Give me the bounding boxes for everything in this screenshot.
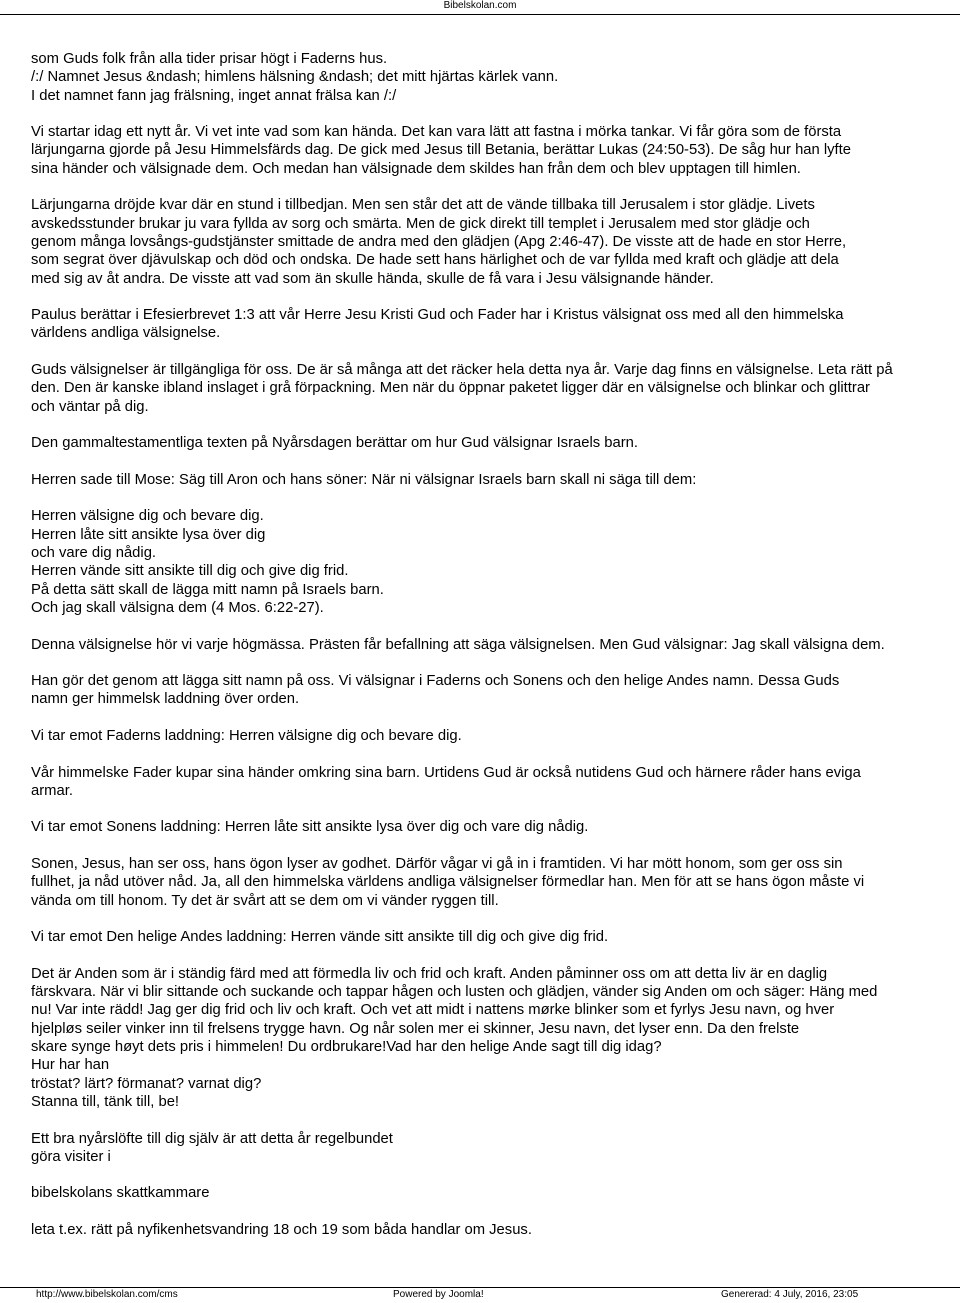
text-line: som segrat över djävulskap och död och ondska. De hade sett hans härlighet och de var fyllda med kraft och glädje att dela bbox=[31, 252, 839, 269]
text-line: namn ger himmelsk laddning över orden. bbox=[31, 691, 300, 708]
paragraph-gap bbox=[31, 105, 960, 123]
text-line: tröstat? lärt? förmanat? varnat dig? bbox=[31, 1075, 262, 1092]
text-line: Herren sade till Mose: Säg till Aron och hans söner: När ni välsignar Israels barn skall ni säga till dem: bbox=[31, 471, 697, 488]
footer-divider bbox=[0, 1287, 960, 1288]
paragraph-gap bbox=[31, 800, 960, 818]
paragraph-gap bbox=[31, 709, 960, 727]
text-line: färskvara. När vi blir sittande och suckande och tappar hågen och lusten och glädjen, vänder sig Anden om och säger: Häng med bbox=[31, 984, 878, 1001]
text-line: Herren låte sitt ansikte lysa över dig bbox=[31, 526, 266, 543]
text-line: Det är Anden som är i ständig färd med att förmedla liv och frid och kraft. Anden påminner oss om att detta liv är en daglig bbox=[31, 965, 828, 982]
text-line: fullhet, ja nåd utöver nåd. Ja, all den himmelska världens andliga välsignelser förmedlar han. Men för att se hans ögon måste vi bbox=[31, 874, 865, 891]
paragraph-gap bbox=[31, 343, 960, 361]
paragraph-gap bbox=[31, 617, 960, 635]
paragraph-gap bbox=[31, 1203, 960, 1221]
article-body bbox=[31, 50, 960, 1239]
text-line: världens andliga välsignelse. bbox=[31, 325, 221, 342]
text-line: leta t.ex. rätt på nyfikenhetsvandring 18 och 19 som båda handlar om Jesus. bbox=[31, 1222, 532, 1238]
paragraph-gap bbox=[31, 654, 960, 672]
text-line: bibelskolans skattkammare bbox=[31, 1185, 210, 1202]
paragraph-gap bbox=[31, 745, 960, 763]
text-line: Vi tar emot Faderns laddning: Herren välsigne dig och bevare dig. bbox=[31, 727, 462, 744]
text-line: göra visiter i bbox=[31, 1148, 111, 1165]
text-line: Herren välsigne dig och bevare dig. bbox=[31, 508, 264, 525]
paragraph-gap bbox=[31, 947, 960, 965]
paragraph-gap bbox=[31, 489, 960, 507]
page-header bbox=[0, 0, 960, 20]
text-line: Ett bra nyårslöfte till dig själv är att detta år regelbundet bbox=[31, 1130, 393, 1147]
footer-generated-date: Genererad: 4 July, 2016, 23:05 bbox=[721, 1289, 859, 1300]
text-line: sina händer och välsignade dem. Och medan han välsignade dem skildes han från dem och blev upptagen till himlen. bbox=[31, 160, 801, 177]
text-line: som Guds folk från alla tider prisar högt i Faderns hus. bbox=[31, 51, 388, 67]
text-line: Paulus berättar i Efesierbrevet 1:3 att vår Herre Jesu Kristi Gud och Fader har i Kristus välsignat oss med all den himmelska bbox=[31, 307, 844, 324]
paragraph-gap bbox=[31, 1111, 960, 1129]
text-line: och vare dig nådig. bbox=[31, 545, 157, 562]
text-line: Denna välsignelse hör vi varje högmässa. Prästen får befallning att säga välsignelsen. Men Gud välsignar: Jag skall välsigna dem. bbox=[31, 636, 885, 653]
text-line: hjelpløs seiler vinker inn til frelsens trygge havn. Og når solen mer ei skinner, Jesu navn, det lyser enn. Da den frelste bbox=[31, 1020, 800, 1037]
text-line: Han gör det genom att lägga sitt namn på oss. Vi välsignar i Faderns och Sonens och den helige Andes namn. Dessa Guds bbox=[31, 673, 840, 690]
text-line: med sig av åt andra. De visste att vad som än skulle hända, skulle de få vara i Jesu välsignande händer. bbox=[31, 270, 714, 287]
text-line: genom många lovsångs-gudstjänster smittade de andra med den glädjen (Apg 2:46-47). De visste att de hade en stor Herre, bbox=[31, 233, 847, 250]
text-line: och väntar på dig. bbox=[31, 398, 149, 415]
footer-url[interactable]: http://www.bibelskolan.com/cms bbox=[36, 1289, 178, 1300]
text-line: /:/ Namnet Jesus &ndash; himlens hälsning &ndash; det mitt hjärtas kärlek vann. bbox=[31, 69, 559, 86]
footer-powered-by[interactable]: Powered by Joomla! bbox=[393, 1289, 484, 1300]
header-divider bbox=[0, 14, 960, 15]
text-line: På detta sätt skall de lägga mitt namn på Israels barn. bbox=[31, 581, 384, 598]
text-line: Lärjungarna dröjde kvar där en stund i tillbedjan. Men sen står det att de vände tillbaka till Jerusalem i stor glädje. Livets bbox=[31, 197, 815, 214]
site-name: Bibelskolan.com bbox=[443, 0, 517, 11]
page-footer bbox=[0, 1289, 960, 1303]
text-line: Herren vände sitt ansikte till dig och give dig frid. bbox=[31, 563, 349, 580]
text-line: Vi tar emot Sonens laddning: Herren låte sitt ansikte lysa över dig och vare dig nådig. bbox=[31, 819, 589, 836]
paragraph-gap bbox=[31, 837, 960, 855]
text-line: avskedsstunder brukar ju vara fyllda av sorg och smärta. Men de gick direkt till templet i Jerusalem med stor glädje och bbox=[31, 215, 810, 232]
paragraph-gap bbox=[31, 453, 960, 471]
paragraph-gap bbox=[31, 910, 960, 928]
text-line: nu! Var inte rädd! Jag ger dig frid och liv och kraft. Och vet att midt i nattens mørke blinker som et fyrlys Jesu navn, og hver bbox=[31, 1002, 835, 1019]
text-line: Sonen, Jesus, han ser oss, hans ögon lyser av godhet. Därför vågar vi gå in i framtiden. Vi har mött honom, som ger oss sin bbox=[31, 856, 843, 873]
text-line: Den gammaltestamentliga texten på Nyårsdagen berättar om hur Gud välsignar Israels barn. bbox=[31, 435, 638, 452]
text-line: Och jag skall välsigna dem (4 Mos. 6:22-27). bbox=[31, 599, 324, 616]
text-line: I det namnet fann jag frälsning, inget annat frälsa kan /:/ bbox=[31, 87, 397, 104]
paragraph-gap bbox=[31, 1166, 960, 1184]
paragraph-gap bbox=[31, 288, 960, 306]
paragraph-gap bbox=[31, 416, 960, 434]
text-line: Vi tar emot Den helige Andes laddning: Herren vände sitt ansikte till dig och give dig frid. bbox=[31, 929, 609, 946]
text-line: lärjungarna gjorde på Jesu Himmelsfärds dag. De gick med Jesus till Betania, berättar Lukas (24:50-53). De såg hur han lyfte bbox=[31, 142, 852, 159]
text-line: skare synge høyt dets pris i himmelen! Du ordbrukare!Vad har den helige Ande sagt till dig idag? bbox=[31, 1039, 662, 1056]
text-line: Hur har han bbox=[31, 1057, 110, 1074]
text-line: Vår himmelske Fader kupar sina händer omkring sina barn. Urtidens Gud är också nutidens Gud och härnere råder hans eviga bbox=[31, 764, 861, 781]
text-line: armar. bbox=[31, 782, 73, 799]
text-line: vända om till honom. Ty det är svårt att se dem om vi vänder ryggen till. bbox=[31, 892, 499, 909]
text-line: den. Den är kanske ibland inslaget i grå förpackning. Men när du öppnar paketet ligger där en välsignelse och blinkar och glittrar bbox=[31, 380, 870, 397]
text-line: Guds välsignelser är tillgängliga för oss. De är så många att det räcker hela detta nya år. Varje dag finns en välsignelse. Leta rätt på bbox=[31, 362, 893, 379]
text-line: Stanna till, tänk till, be! bbox=[31, 1093, 180, 1110]
paragraph-gap bbox=[31, 178, 960, 196]
text-line: Vi startar idag ett nytt år. Vi vet inte vad som kan hända. Det kan vara lätt att fastna i mörka tankar. Vi får göra som de första bbox=[31, 124, 842, 141]
